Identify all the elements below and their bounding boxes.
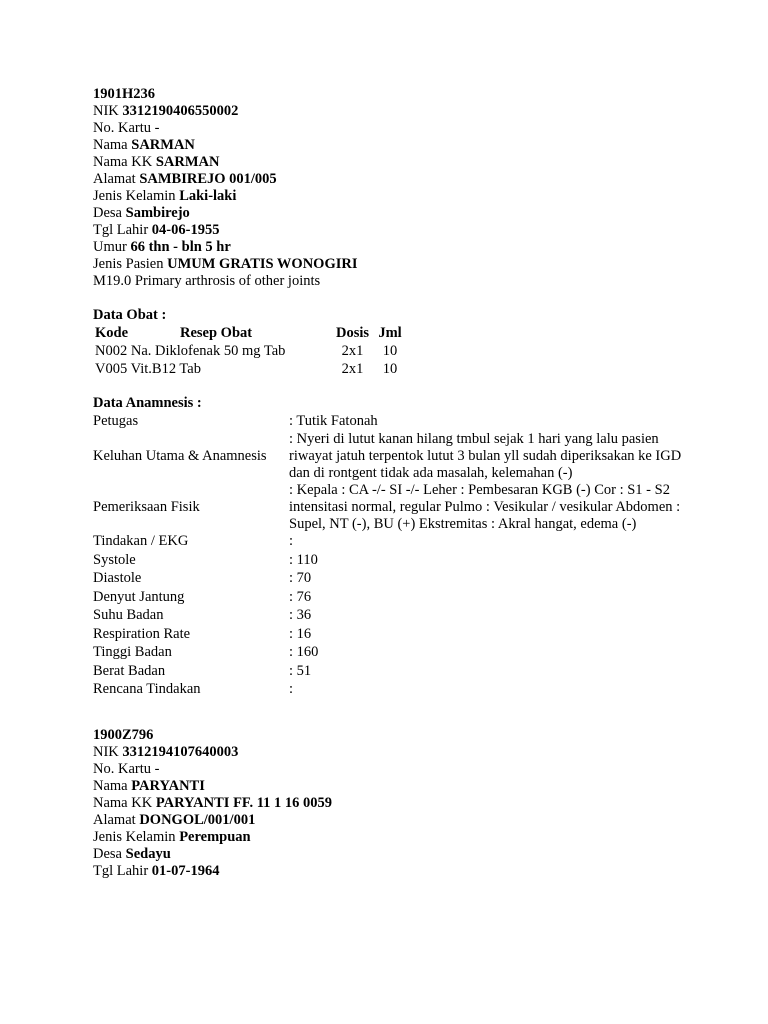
- obat-header-dosis: Dosis: [335, 324, 370, 341]
- field-nik: NIK 3312194107640003: [93, 744, 239, 760]
- table-row: Systole : 110: [93, 551, 318, 568]
- field-nama: Nama PARYANTI: [93, 778, 205, 794]
- field-nama-kk: Nama KK PARYANTI FF. 11 1 16 0059: [93, 795, 333, 811]
- obat-table: [93, 324, 405, 378]
- table-row: Diastole : 70: [93, 570, 312, 587]
- field-jenis-kelamin: Jenis Kelamin Laki-laki: [93, 188, 237, 204]
- obat-header-jml: Jml: [378, 324, 402, 341]
- anamnesis-title: Data Anamnesis :: [93, 395, 202, 411]
- field-nama: Nama SARMAN: [93, 137, 195, 153]
- field-alamat: Alamat DONGOL/001/001: [93, 812, 256, 828]
- field-umur: Umur 66 thn - bln 5 hr: [93, 239, 231, 255]
- field-jenis-kelamin: Jenis Kelamin Perempuan: [93, 829, 251, 845]
- table-row: Suhu Badan : 36: [93, 607, 312, 624]
- table-row: Respiration Rate : 16: [93, 625, 312, 642]
- field-jenis-pasien: Jenis Pasien UMUM GRATIS WONOGIRI: [93, 256, 358, 272]
- table-row: V005 Vit.B12 Tab 2x1 10: [95, 360, 398, 377]
- anamnesis-table: [93, 412, 685, 699]
- field-nama-kk: Nama KK SARMAN: [93, 154, 220, 170]
- table-row: Denyut Jantung : 76: [93, 588, 312, 605]
- table-row: Tindakan / EKG :: [93, 533, 294, 550]
- table-row: Berat Badan : 51: [93, 662, 312, 679]
- diagnosis: M19.0 Primary arthrosis of other joints: [93, 273, 321, 289]
- field-desa: Desa Sambirejo: [93, 205, 190, 221]
- table-row: Rencana Tindakan :: [93, 681, 294, 698]
- field-nik: NIK 3312190406550002: [93, 103, 239, 119]
- obat-header-kode: Kode: [95, 324, 129, 341]
- obat-header-row: [93, 324, 405, 342]
- field-desa: Desa Sedayu: [93, 846, 171, 862]
- field-tgl-lahir: Tgl Lahir 01-07-1964: [93, 863, 220, 879]
- table-row: N002 Na. Diklofenak 50 mg Tab 2x1 10: [95, 342, 398, 359]
- patient-record-1: [93, 86, 693, 699]
- table-row: Tinggi Badan : 160: [93, 644, 319, 661]
- obat-header-resep: Resep Obat: [180, 324, 253, 341]
- table-row: Pemeriksaan Fisik : Kepala : CA -/- SI -/- Leher : Pembesaran KGB (-) Cor : S1 - S2 intensitasi normal, regular Pulmo : Vesikular / vesikular Abdomen : Supel, NT (-), BU (+) Ekstremitas : Akral hangat, edema (-): [93, 481, 681, 532]
- field-tgl-lahir: Tgl Lahir 04-06-1955: [93, 222, 220, 238]
- table-row: Petugas : Tutik Fatonah: [93, 412, 378, 429]
- patient-id: 1901H236: [93, 86, 156, 102]
- document-page: [93, 86, 693, 880]
- patient-record-2: [93, 727, 693, 880]
- table-row: Keluhan Utama & Anamnesis : Nyeri di lutut kanan hilang tmbul sejak 1 hari yang lalu pasien riwayat jatuh terpentok lutut 3 bulan yll sudah diperiksakan ke IGD dan di rontgent tidak ada masalah, kelemahan (-): [93, 430, 682, 481]
- obat-title: Data Obat :: [93, 307, 167, 323]
- field-alamat: Alamat SAMBIREJO 001/005: [93, 171, 277, 187]
- patient-id: 1900Z796: [93, 727, 154, 743]
- field-no-kartu: No. Kartu -: [93, 761, 160, 777]
- field-no-kartu: No. Kartu -: [93, 120, 160, 136]
